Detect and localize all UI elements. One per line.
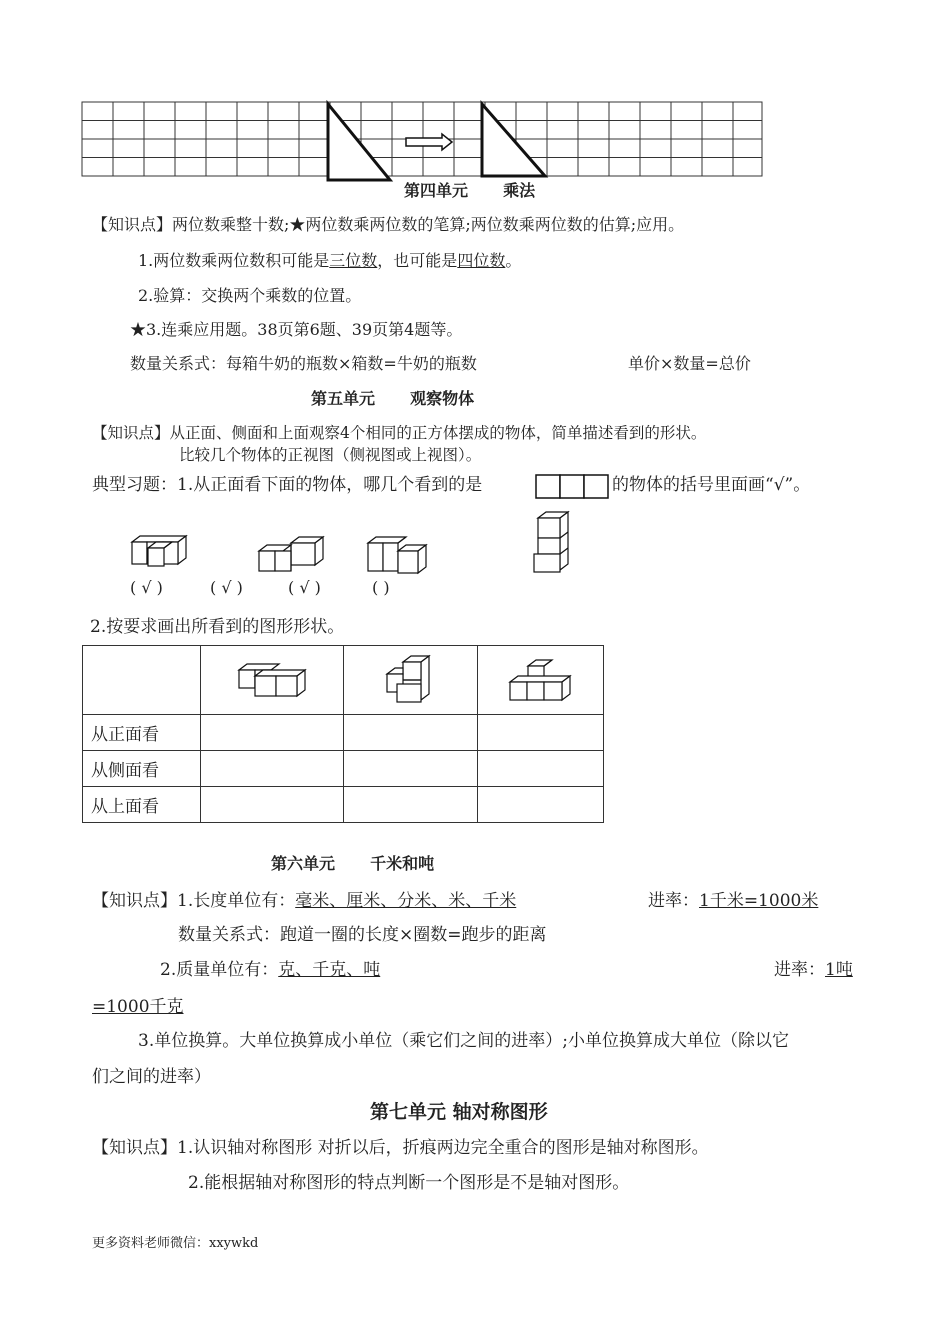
observation-table — [82, 645, 604, 823]
unit7-title: 第七单元 轴对称图形 — [370, 1101, 548, 1123]
footer-contact: 更多资料老师微信：xxywkd — [92, 1236, 259, 1251]
row-label-top: 从上面看 — [83, 787, 201, 823]
cube-figure-3 — [364, 535, 434, 577]
unit4-relation2: 单价×数量=总价 — [628, 354, 751, 373]
arrow-right-icon — [406, 134, 452, 150]
answer-cell[interactable] — [344, 787, 478, 823]
unit5-ex2: 2.按要求画出所看到的图形形状。 — [90, 617, 345, 637]
answer-cell[interactable] — [201, 787, 344, 823]
unit4-title: 第四单元 — [404, 181, 469, 200]
answer-1: ( √ ) — [130, 578, 163, 597]
row-label-side: 从侧面看 — [83, 751, 201, 787]
answer-3: ( √ ) — [288, 578, 321, 597]
table-cube-figure-2 — [383, 654, 438, 706]
unit6-subtitle: 千米和吨 — [370, 854, 435, 873]
three-squares-icon — [534, 472, 614, 500]
unit6-k2-rate: 进率：1吨 — [774, 960, 853, 980]
triangle-translated — [482, 104, 545, 176]
unit5-ex1-text-b: 的物体的括号里面画“√”。 — [612, 475, 811, 495]
unit6-k1: 【知识点】1.长度单位有：毫米、厘米、分米、米、千米 — [92, 891, 517, 911]
row-label-front: 从正面看 — [83, 715, 201, 751]
answer-cell[interactable] — [344, 751, 478, 787]
answer-4: ( ) — [372, 578, 390, 597]
unit5-title: 第五单元 — [311, 389, 376, 408]
unit6-k3-line2: 们之间的进率） — [92, 1067, 211, 1087]
unit6-k3-line1: 3.单位换算。大单位换算成小单位（乘它们之间的进率）;小单位换算成大单位（除以它 — [138, 1031, 789, 1051]
unit6-title: 第六单元 — [271, 854, 336, 873]
unit4-item3: ★3.连乘应用题。38页第6题、39页第4题等。 — [130, 320, 463, 339]
translation-grid — [80, 100, 770, 185]
answer-cell[interactable] — [201, 715, 344, 751]
unit4-subtitle: 乘法 — [503, 181, 536, 200]
unit4-relation: 数量关系式：每箱牛奶的瓶数×箱数=牛奶的瓶数 — [130, 354, 477, 373]
unit6-k2-rate-cont: =1000千克 — [92, 997, 184, 1017]
unit5-knowledge1: 【知识点】从正面、侧面和上面观察4个相同的正方体摆成的物体，简单描述看到的形状。 — [92, 424, 707, 442]
triangle-original — [328, 104, 390, 180]
cube-figure-1 — [128, 532, 198, 572]
answer-cell[interactable] — [201, 751, 344, 787]
unit7-k1: 【知识点】1.认识轴对称图形 对折以后，折痕两边完全重合的图形是轴对称图形。 — [92, 1138, 709, 1158]
answer-cell[interactable] — [478, 715, 604, 751]
unit5-subtitle: 观察物体 — [410, 389, 475, 408]
cube-figure-2 — [255, 535, 330, 575]
unit4-item2: 2.验算：交换两个乘数的位置。 — [138, 286, 362, 305]
answer-cell[interactable] — [344, 715, 478, 751]
answer-cell[interactable] — [478, 787, 604, 823]
table-cube-figure-1 — [235, 662, 310, 698]
table-cube-figure-3 — [506, 658, 576, 702]
answer-2: ( √ ) — [210, 578, 243, 597]
answer-cell[interactable] — [478, 751, 604, 787]
unit7-k2: 2.能根据轴对称图形的特点判断一个图形是不是轴对图形。 — [188, 1173, 630, 1193]
unit6-k1-rate: 进率：1千米=1000米 — [648, 891, 819, 911]
cube-figure-4 — [530, 508, 575, 578]
unit6-k2: 2.质量单位有：克、千克、吨 — [160, 960, 381, 980]
unit5-ex1-text-a: 典型习题：1.从正面看下面的物体，哪几个看到的是 — [92, 475, 483, 495]
unit4-item1: 1.两位数乘两位数积可能是三位数，也可能是四位数。 — [138, 251, 522, 270]
unit4-knowledge: 【知识点】两位数乘整十数;★两位数乘两位数的笔算;两位数乘两位数的估算;应用。 — [92, 215, 685, 234]
unit5-knowledge2: 比较几个物体的正视图（侧视图或上视图）。 — [179, 446, 482, 464]
unit6-relation: 数量关系式：跑道一圈的长度×圈数=跑步的距离 — [178, 925, 547, 945]
